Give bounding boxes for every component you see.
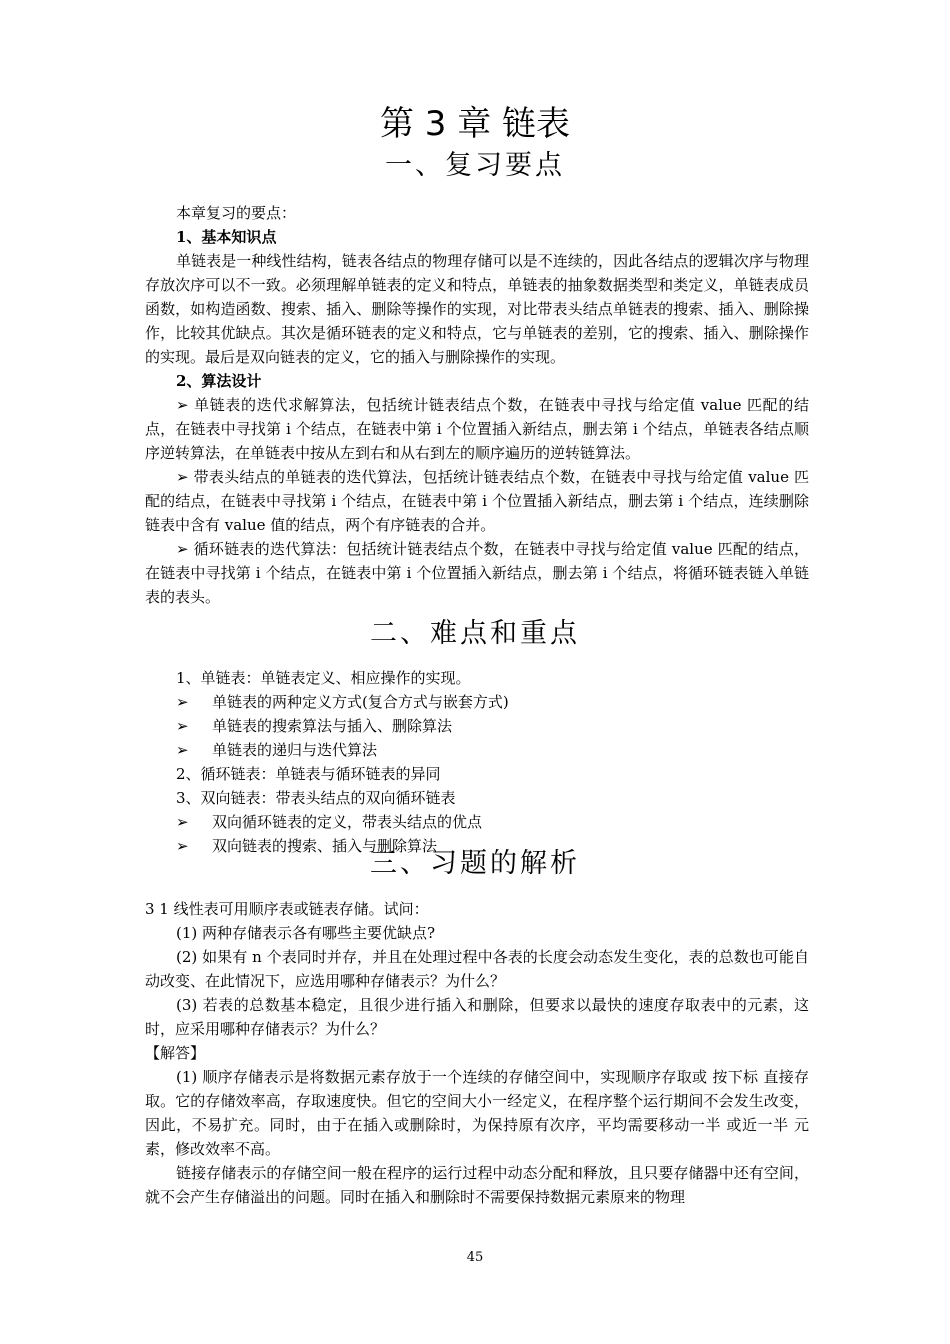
key-point-item: 3、双向链表：带表头结点的双向循环链表 — [176, 789, 456, 807]
page-number: 45 — [466, 1250, 484, 1265]
answer-label: 【解答】 — [145, 1044, 206, 1062]
question-part-1: (1) 两种存储表示各有哪些主要优缺点? — [176, 924, 436, 942]
bullet-arrow-icon: ➢ — [176, 741, 189, 759]
review-points-section — [145, 201, 809, 609]
key-point-item: ➢ 单链表的递归与迭代算法 — [145, 738, 809, 762]
question-part-3: (3) 若表的总数基本稳定，且很少进行插入和删除，但要求以最快的速度存取表中的元素，这时，应采用哪种存储表示？为什么？ — [145, 996, 809, 1038]
answer-paragraph-1: (1) 顺序存储表示是将数据元素存放于一个连续的存储空间中，实现顺序存取或 按下标 直接存取。它的存储效率高，存取速度快。但它的空间大小一经定义，在程序整个运行期间不会发生改变，因此，不易扩充。同时，由于在插入或删除时，为保持原有次序，平均需要移动一半 或近一半 元素，修改效率不高。 — [145, 1068, 809, 1158]
question-part-2: (2) 如果有 n 个表同时并存，并且在处理过程中各表的长度会动态发生变化，表的总数也可能自动改变、在此情况下，应选用哪种存储表示？为什么？ — [145, 948, 809, 990]
subheading-basic-knowledge: 1、基本知识点 — [176, 228, 277, 246]
bullet-arrow-icon: ➢ — [176, 717, 189, 735]
key-point-item: ➢ 单链表的搜索算法与插入、删除算法 — [145, 714, 809, 738]
section-heading-review-points: 一、复习要点 — [385, 150, 565, 181]
algorithm-bullet-header-node: ➢ 带表头结点的单链表的迭代算法，包括统计链表结点个数，在链表中寻找与给定值 value 匹配的结点，在链表中寻找第 i 个结点，在链表中第 i 个位置插入新结点，删去第 i 个结点，连续删除链表中含有 value 值的结点，两个有序链表的合并。 — [145, 468, 809, 534]
exercises-section — [145, 897, 809, 1209]
intro-line: 本章复习的要点： — [176, 204, 297, 222]
key-point-item: 2、循环链表：单链表与循环链表的异同 — [176, 765, 441, 783]
bullet-arrow-icon: ➢ — [176, 837, 189, 855]
answer-paragraph-2: 链接存储表示的存储空间一般在程序的运行过程中动态分配和释放，且只要存储器中还有空间，就不会产生存储溢出的问题。同时在插入和删除时不需要保持数据元素原来的物理 — [145, 1164, 809, 1206]
basic-knowledge-paragraph: 单链表是一种线性结构，链表各结点的物理存储可以是不连续的，因此各结点的逻辑次序与物理存放次序可以不一致。必须理解单链表的定义和特点，单链表的抽象数据类型和类定义，单链表成员函数，如构造函数、搜索、插入、删除等操作的实现，对比带表头结点单链表的搜索、插入、删除操作，比较其优缺点。其次是循环链表的定义和特点，它与单链表的差别，它的搜索、插入、删除操作的实现。最后是双向链表的定义，它的插入与删除操作的实现。 — [145, 252, 809, 366]
algorithm-bullet-circular: ➢ 循环链表的迭代算法：包括统计链表结点个数，在链表中寻找与给定值 value 匹配的结点，在链表中寻找第 i 个结点，在链表中第 i 个位置插入新结点，删去第 i 个结点，将循环链表链入单链表的表头。 — [145, 540, 809, 606]
key-point-item: ➢ 单链表的两种定义方式(复合方式与嵌套方式) — [145, 690, 809, 714]
question-stem: 3 1 线性表可用顺序表或链表存储。试问： — [145, 900, 429, 918]
bullet-arrow-icon: ➢ — [176, 693, 189, 711]
key-points-section — [145, 666, 809, 858]
chapter-title: 第 3 章 链表 — [379, 104, 571, 144]
key-point-item: 1、单链表：单链表定义、相应操作的实现。 — [176, 669, 471, 687]
key-point-item: ➢ 双向链表的搜索、插入与删除算法 — [145, 834, 809, 858]
section-heading-key-points: 二、难点和重点 — [370, 618, 580, 649]
bullet-arrow-icon: ➢ — [176, 813, 189, 831]
section-heading-exercises: 三、习题的解析 — [370, 848, 580, 879]
key-point-item: ➢ 双向循环链表的定义，带表头结点的优点 — [145, 810, 809, 834]
algorithm-bullet-singly-linked: ➢ 单链表的迭代求解算法，包括统计链表结点个数，在链表中寻找与给定值 value 匹配的结点，在链表中寻找第 i 个结点，在链表中第 i 个位置插入新结点，删去第 i 个结点，单链表各结点顺序逆转算法，在单链表中按从左到右和从右到左的顺序遍历的逆转链算法。 — [145, 396, 809, 462]
subheading-algorithm-design: 2、算法设计 — [176, 372, 262, 390]
